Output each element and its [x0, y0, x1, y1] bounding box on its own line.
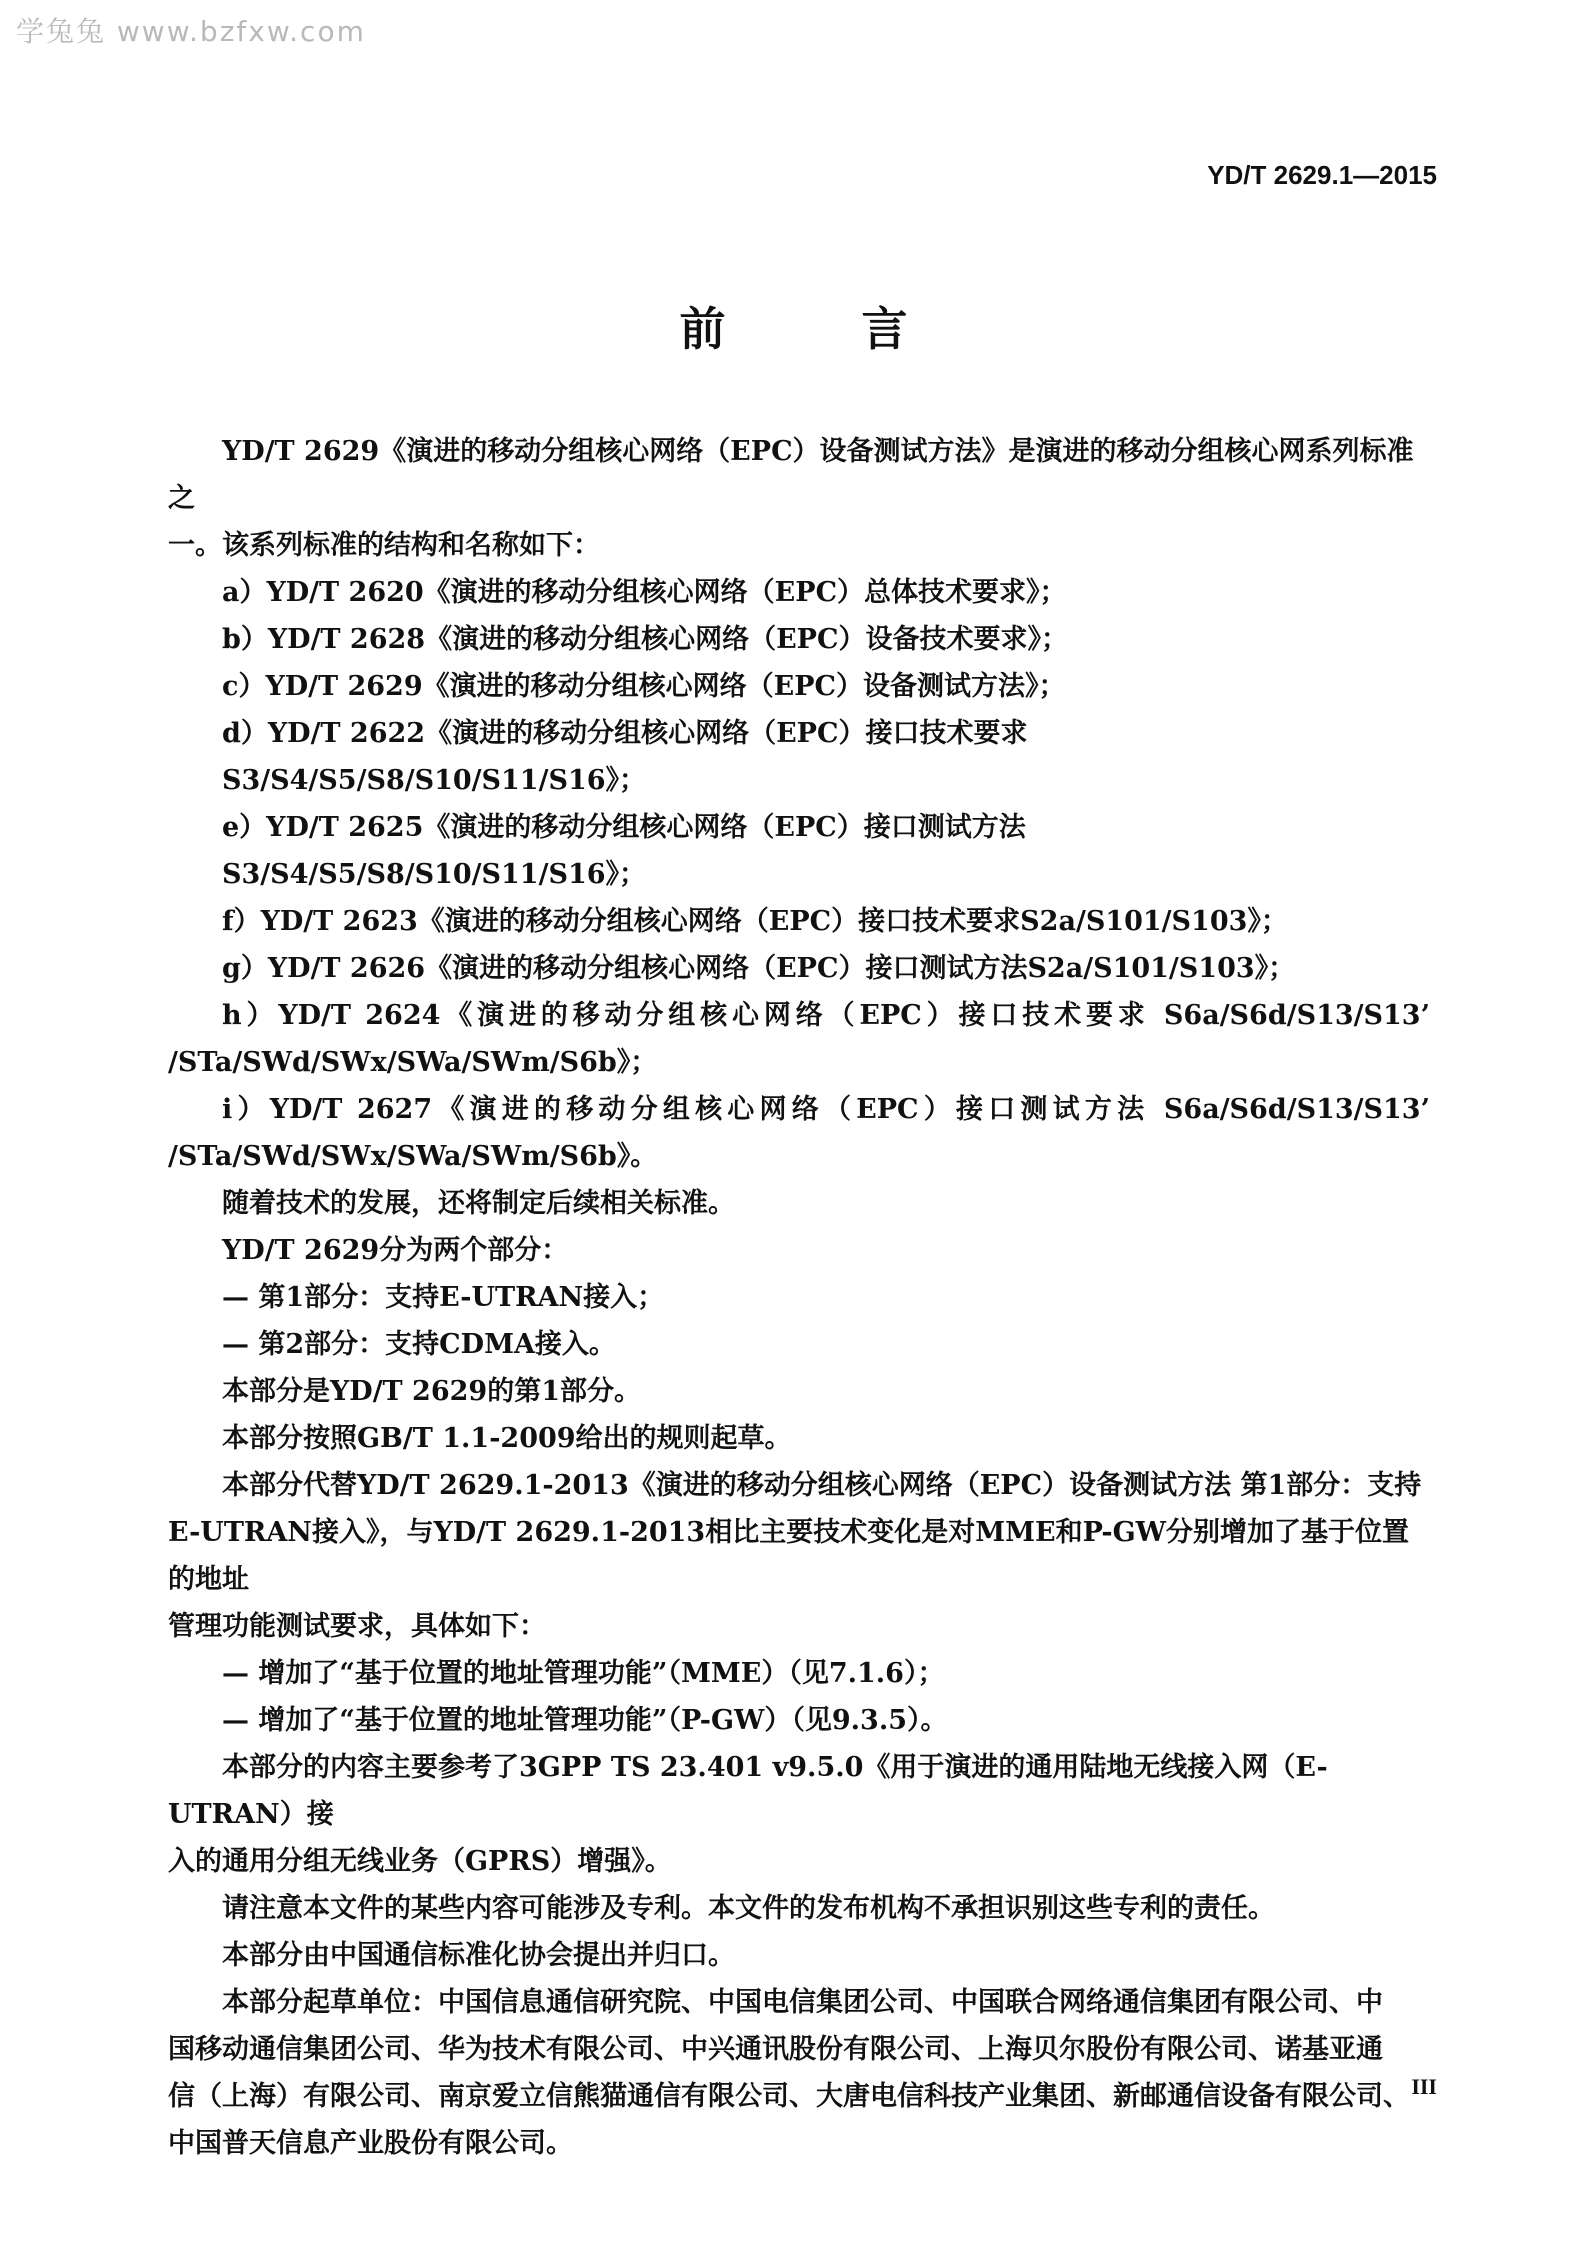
replaces-line-2: E-UTRAN接入》，与YD/T 2629.1-2013相比主要技术变化是对MME和P-GW分别增加了基于位置的地址 — [168, 1517, 1409, 1595]
page-title: 前 言 — [679, 302, 968, 356]
list-item-h-line-1: h）YD/T 2624《演进的移动分组核心网络（EPC）接口技术要求 S6a/S6d/S13/S13’ — [222, 1000, 1430, 1031]
list-item-f: f）YD/T 2623《演进的移动分组核心网络（EPC）接口技术要求S2a/S101/S103》； — [222, 906, 1288, 937]
drafters-line-1: 本部分起草单位：中国信息通信研究院、中国电信集团公司、中国联合网络通信集团有限公司、中 — [222, 1987, 1383, 2018]
page-number: III — [1411, 2074, 1437, 2099]
drafters-line-2: 国移动通信集团公司、华为技术有限公司、中兴通讯股份有限公司、上海贝尔股份有限公司、诺基亚通 — [168, 2034, 1383, 2065]
list-item-e: e）YD/T 2625《演进的移动分组核心网络（EPC）接口测试方法 S3/S4/S5/S8/S10/S11/S16》； — [222, 812, 1026, 890]
future-standards: 随着技术的发展，还将制定后续相关标准。 — [222, 1188, 735, 1219]
parts-intro: YD/T 2629分为两个部分： — [222, 1235, 569, 1266]
list-item-i-line-1: i）YD/T 2627《演进的移动分组核心网络（EPC）接口测试方法 S6a/S6d/S13/S13’ — [222, 1094, 1430, 1125]
drafters-line-4: 中国普天信息产业股份有限公司。 — [168, 2128, 573, 2159]
list-item-b: b）YD/T 2628《演进的移动分组核心网络（EPC）设备技术要求》； — [222, 624, 1068, 655]
proposer: 本部分由中国通信标准化协会提出并归口。 — [222, 1940, 735, 1971]
intro-line-1: YD/T 2629《演进的移动分组核心网络（EPC）设备测试方法》是演进的移动分组核心网系列标准之 — [168, 436, 1414, 514]
drafting-rule: 本部分按照GB/T 1.1-2009给出的规则起草。 — [222, 1423, 792, 1454]
list-item-i-line-2: /STa/SWd/SWx/SWa/SWm/S6b》。 — [168, 1141, 658, 1172]
reference-line-1: 本部分的内容主要参考了3GPP TS 23.401 v9.5.0《用于演进的通用陆地无线接入网（E-UTRAN）接 — [168, 1752, 1328, 1830]
change-2: — 增加了“基于位置的地址管理功能”（P-GW）（见9.3.5）。 — [222, 1705, 948, 1736]
list-item-c: c）YD/T 2629《演进的移动分组核心网络（EPC）设备测试方法》； — [222, 671, 1066, 702]
replaces-line-3: 管理功能测试要求，具体如下： — [168, 1611, 546, 1642]
foreword-body — [168, 428, 1430, 2167]
patent-notice: 请注意本文件的某些内容可能涉及专利。本文件的发布机构不承担识别这些专利的责任。 — [222, 1893, 1275, 1924]
intro-line-2: 一。该系列标准的结构和名称如下： — [168, 530, 600, 561]
watermark: 学兔兔 www.bzfxw.com — [16, 15, 366, 48]
reference-line-2: 入的通用分组无线业务（GPRS）增强》。 — [168, 1846, 672, 1877]
list-item-d: d）YD/T 2622《演进的移动分组核心网络（EPC）接口技术要求 S3/S4/S5/S8/S10/S11/S16》； — [222, 718, 1028, 796]
drafters-line-3: 信（上海）有限公司、南京爱立信熊猫通信有限公司、大唐电信科技产业集团、新邮通信设备有限公司、 — [168, 2081, 1410, 2112]
this-part: 本部分是YD/T 2629的第1部分。 — [222, 1376, 641, 1407]
standard-number: YD/T 2629.1—2015 — [1207, 160, 1437, 190]
part-2: — 第2部分：支持CDMA接入。 — [222, 1329, 616, 1360]
list-item-a: a）YD/T 2620《演进的移动分组核心网络（EPC）总体技术要求》； — [222, 577, 1067, 608]
part-1: — 第1部分：支持E-UTRAN接入； — [222, 1282, 665, 1313]
replaces-line-1: 本部分代替YD/T 2629.1-2013《演进的移动分组核心网络（EPC）设备测试方法 第1部分：支持 — [222, 1470, 1422, 1501]
change-1: — 增加了“基于位置的地址管理功能”（MME）（见7.1.6）； — [222, 1658, 945, 1689]
list-item-h-line-2: /STa/SWd/SWx/SWa/SWm/S6b》； — [168, 1047, 658, 1078]
list-item-g: g）YD/T 2626《演进的移动分组核心网络（EPC）接口测试方法S2a/S101/S103》； — [222, 953, 1296, 984]
